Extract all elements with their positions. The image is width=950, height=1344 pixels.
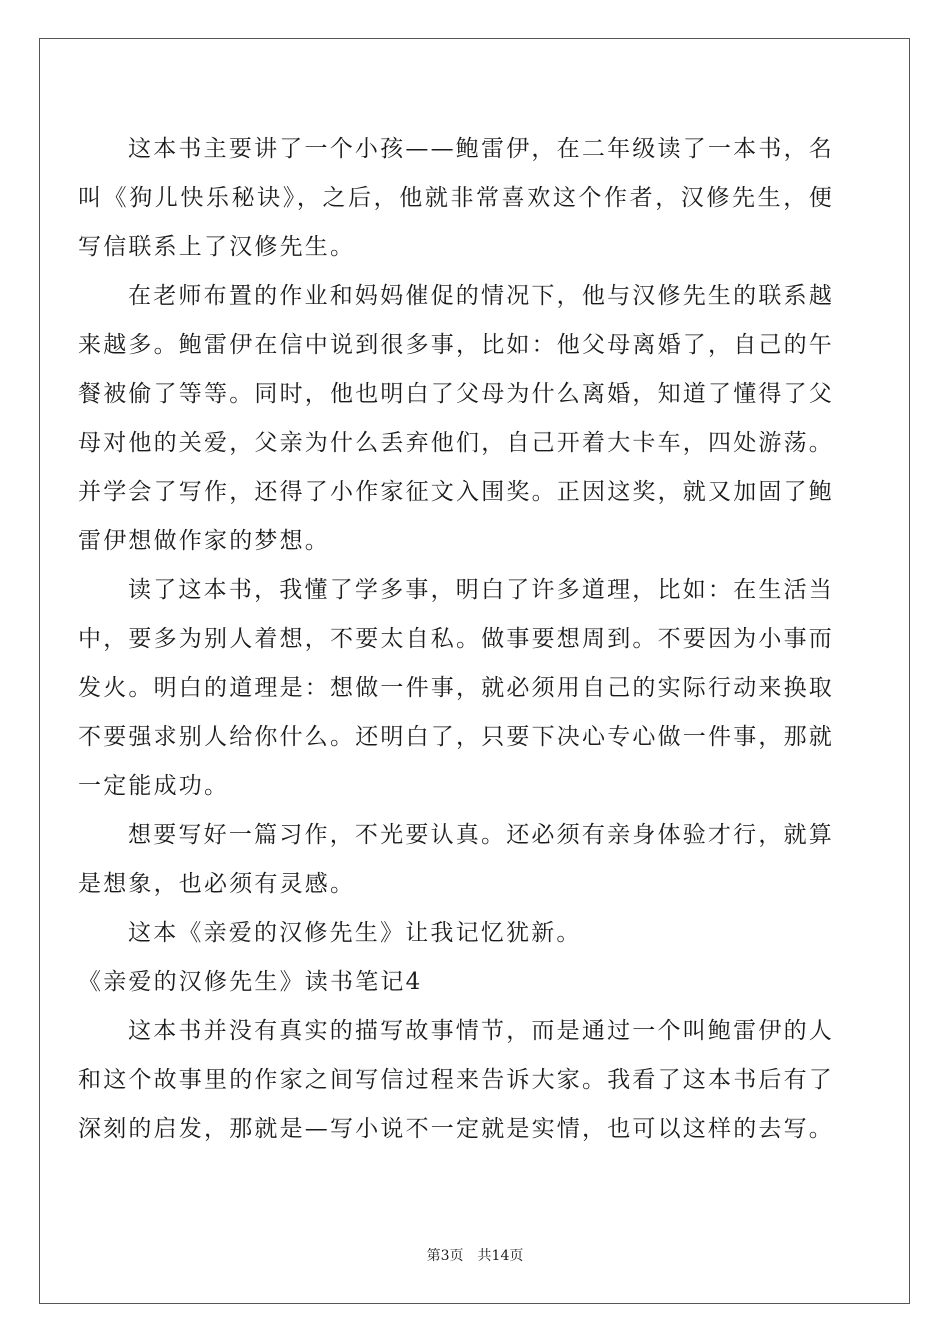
paragraph-6: 这本书并没有真实的描写故事情节，而是通过一个叫鲍雷伊的人和这个故事里的作家之间写信过程来告诉大家。我看了这本书后有了深刻的启发，那就是—写小说不一定就是实情，也可以这样的去写。 [78, 1018, 834, 1142]
page-footer [0, 1246, 950, 1266]
paragraph-5: 这本《亲爱的汉修先生》让我记忆犹新。 [128, 920, 582, 946]
paragraph-1: 这本书主要讲了一个小孩——鲍雷伊，在二年级读了一本书，名叫《狗儿快乐秘诀》，之后，他就非常喜欢这个作者，汉修先生，便写信联系上了汉修先生。 [78, 136, 834, 260]
paragraph-3: 读了这本书，我懂了学多事，明白了许多道理，比如：在生活当中，要多为别人着想，不要太自私。做事要想周到。不要因为小事而发火。明白的道理是：想做一件事，就必须用自己的实际行动来换取不要强求别人给你什么。还明白了，只要下决心专心做一件事，那就一定能成功。 [78, 577, 834, 799]
page-total: 共14页 [477, 1248, 524, 1264]
document-body [78, 125, 834, 1154]
paragraph-2: 在老师布置的作业和妈妈催促的情况下，他与汉修先生的联系越来越多。鲍雷伊在信中说到很多事，比如：他父母离婚了，自己的午餐被偷了等等。同时，他也明白了父母为什么离婚，知道了懂得了父母对他的关爱，父亲为什么丢弃他们，自己开着大卡车，四处游荡。并学会了写作，还得了小作家征文入围奖。正因这奖，就又加固了鲍雷伊想做作家的梦想。 [78, 283, 834, 554]
page-number: 第3页 [426, 1248, 464, 1264]
section-heading: 《亲爱的汉修先生》读书笔记4 [78, 969, 423, 995]
paragraph-4: 想要写好一篇习作，不光要认真。还必须有亲身体验才行，就算是想象，也必须有灵感。 [78, 822, 834, 897]
